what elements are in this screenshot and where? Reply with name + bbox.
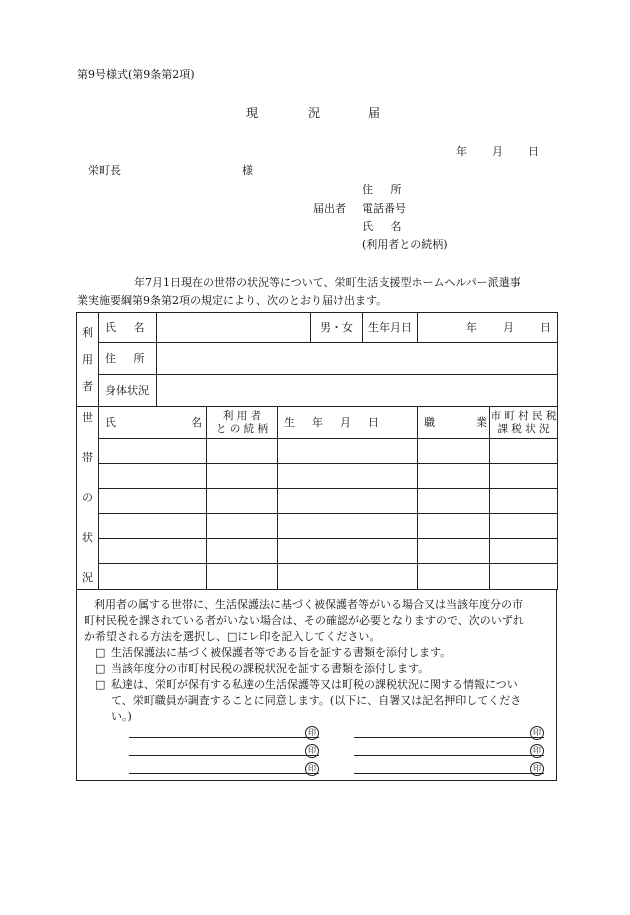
main-table — [76, 312, 558, 590]
household-row-3 — [77, 489, 558, 514]
intro-text-line1: 年7月1日現在の世帯の状況等について、栄町生活支援型ホームヘルパー派遣事 — [134, 276, 521, 289]
household-relation-cell[interactable] — [207, 439, 278, 464]
option-2-text: 当該年度分の市町村民税の課税状況を証する書類を添付します。 — [111, 662, 430, 675]
applicant-name-label: 氏 名 — [362, 220, 402, 233]
user-address-field[interactable] — [157, 343, 558, 375]
household-name-cell[interactable] — [99, 489, 207, 514]
user-side-label: 利 用 者 — [77, 313, 99, 407]
header-tax: 市 町 村 民 税 課 税 状 況 — [490, 407, 558, 439]
household-name-cell[interactable] — [99, 564, 207, 590]
addressee-honorific: 様 — [242, 164, 253, 177]
signature-line[interactable] — [129, 773, 319, 774]
household-tax-cell[interactable] — [490, 489, 558, 514]
household-birth-cell[interactable] — [278, 464, 418, 489]
header-job: 職 業 — [418, 407, 490, 439]
applicant-phone-label: 電話番号 — [362, 202, 406, 215]
title-char-3: 届 — [368, 106, 381, 120]
signature-line[interactable] — [129, 737, 319, 738]
household-relation-cell[interactable] — [207, 489, 278, 514]
household-relation-cell[interactable] — [207, 564, 278, 590]
household-birth-cell[interactable] — [278, 439, 418, 464]
user-birth-day: 日 — [540, 321, 552, 334]
user-physical-label: 身体状況 — [99, 375, 157, 407]
title-char-2: 況 — [308, 106, 321, 120]
user-name-label: 氏 名 — [99, 313, 157, 343]
household-name-cell[interactable] — [99, 514, 207, 539]
user-address-row — [77, 343, 558, 375]
household-job-cell[interactable] — [418, 539, 490, 564]
user-birth-year: 年 — [466, 321, 478, 334]
user-birth-month: 月 — [503, 321, 515, 334]
seal-mark: 印 — [530, 726, 544, 740]
user-name-row — [77, 313, 558, 343]
signature-line[interactable] — [354, 755, 544, 756]
form-number: 第9号様式(第9条第2項) — [77, 68, 195, 81]
consent-section — [76, 590, 557, 781]
household-tax-cell[interactable] — [490, 539, 558, 564]
household-relation-cell[interactable] — [207, 464, 278, 489]
title-char-1: 現 — [246, 106, 259, 120]
user-physical-row — [77, 375, 558, 407]
header-relation: 利 用 者 と の 続 柄 — [207, 407, 278, 439]
option-3-text: 私達は、栄町が保有する私達の生活保護等又は町税の課税状況に関する情報につい — [111, 678, 518, 691]
household-tax-cell[interactable] — [490, 564, 558, 590]
household-relation-cell[interactable] — [207, 514, 278, 539]
household-name-cell[interactable] — [99, 464, 207, 489]
user-name-field[interactable] — [157, 313, 311, 343]
header-name: 氏 名 — [99, 407, 207, 439]
household-relation-cell[interactable] — [207, 539, 278, 564]
date-day: 日 — [528, 145, 539, 158]
household-job-cell[interactable] — [418, 439, 490, 464]
household-row-5 — [77, 539, 558, 564]
option-1-text: 生活保護法に基づく被保護者等である旨を証する書類を添付します。 — [111, 646, 452, 659]
household-row-1 — [77, 439, 558, 464]
user-gender[interactable]: 男・女 — [311, 313, 363, 343]
household-job-cell[interactable] — [418, 489, 490, 514]
seal-mark: 印 — [305, 726, 319, 740]
option-1[interactable] — [95, 646, 451, 660]
household-side-label: 世 帯 の 状 況 — [77, 407, 99, 590]
option-3-text-cont2: い。) — [111, 710, 132, 723]
seal-mark: 印 — [305, 762, 319, 776]
household-name-cell[interactable] — [99, 439, 207, 464]
signature-line[interactable] — [129, 755, 319, 756]
signature-line[interactable] — [354, 773, 544, 774]
seal-mark: 印 — [530, 762, 544, 776]
user-birth-field[interactable] — [418, 313, 558, 343]
option-3-text-cont1: て、栄町職員が調査することに同意します。(以下に、自署又は記名押印してくださ — [111, 694, 522, 707]
household-birth-cell[interactable] — [278, 514, 418, 539]
user-address-label: 住 所 — [99, 343, 157, 375]
seal-mark: 印 — [305, 744, 319, 758]
household-tax-cell[interactable] — [490, 514, 558, 539]
household-birth-cell[interactable] — [278, 564, 418, 590]
header-birth: 生 年 月 日 — [278, 407, 418, 439]
household-tax-cell[interactable] — [490, 464, 558, 489]
option-3[interactable] — [95, 678, 518, 692]
applicant-label: 届出者 — [313, 202, 346, 215]
household-name-cell[interactable] — [99, 539, 207, 564]
intro-text-line2: 業実施要綱第9条第2項の規定により、次のとおり届け出ます。 — [77, 294, 388, 307]
household-row-2 — [77, 464, 558, 489]
notice-line-2: 町村民税を課されている者がいない場合は、その確認が必要となりますので、次のいずれ — [84, 614, 524, 627]
household-job-cell[interactable] — [418, 464, 490, 489]
date-year: 年 — [456, 145, 467, 158]
user-birth-label: 生年月日 — [363, 313, 418, 343]
household-birth-cell[interactable] — [278, 539, 418, 564]
household-row-6 — [77, 564, 558, 590]
option-1-checkbox[interactable]: □ — [95, 646, 106, 659]
household-birth-cell[interactable] — [278, 489, 418, 514]
signature-line[interactable] — [354, 737, 544, 738]
seal-mark: 印 — [530, 744, 544, 758]
household-job-cell[interactable] — [418, 514, 490, 539]
addressee-name: 栄町長 — [88, 164, 121, 177]
option-2-checkbox[interactable]: □ — [95, 662, 106, 675]
notice-line-3: か希望される方法を選択し、□にレ印を記入してください。 — [84, 630, 381, 643]
applicant-relation-label: (利用者との続柄) — [362, 238, 448, 251]
user-physical-field[interactable] — [157, 375, 558, 407]
household-tax-cell[interactable] — [490, 439, 558, 464]
date-month: 月 — [492, 145, 503, 158]
applicant-address-label: 住 所 — [362, 183, 402, 196]
option-3-checkbox[interactable]: □ — [95, 678, 106, 691]
household-row-4 — [77, 514, 558, 539]
option-2[interactable] — [95, 662, 429, 676]
household-header-row — [77, 407, 558, 439]
household-job-cell[interactable] — [418, 564, 490, 590]
notice-line-1: 利用者の属する世帯に、生活保護法に基づく被保護者等がいる場合又は当該年度分の市 — [94, 598, 523, 611]
